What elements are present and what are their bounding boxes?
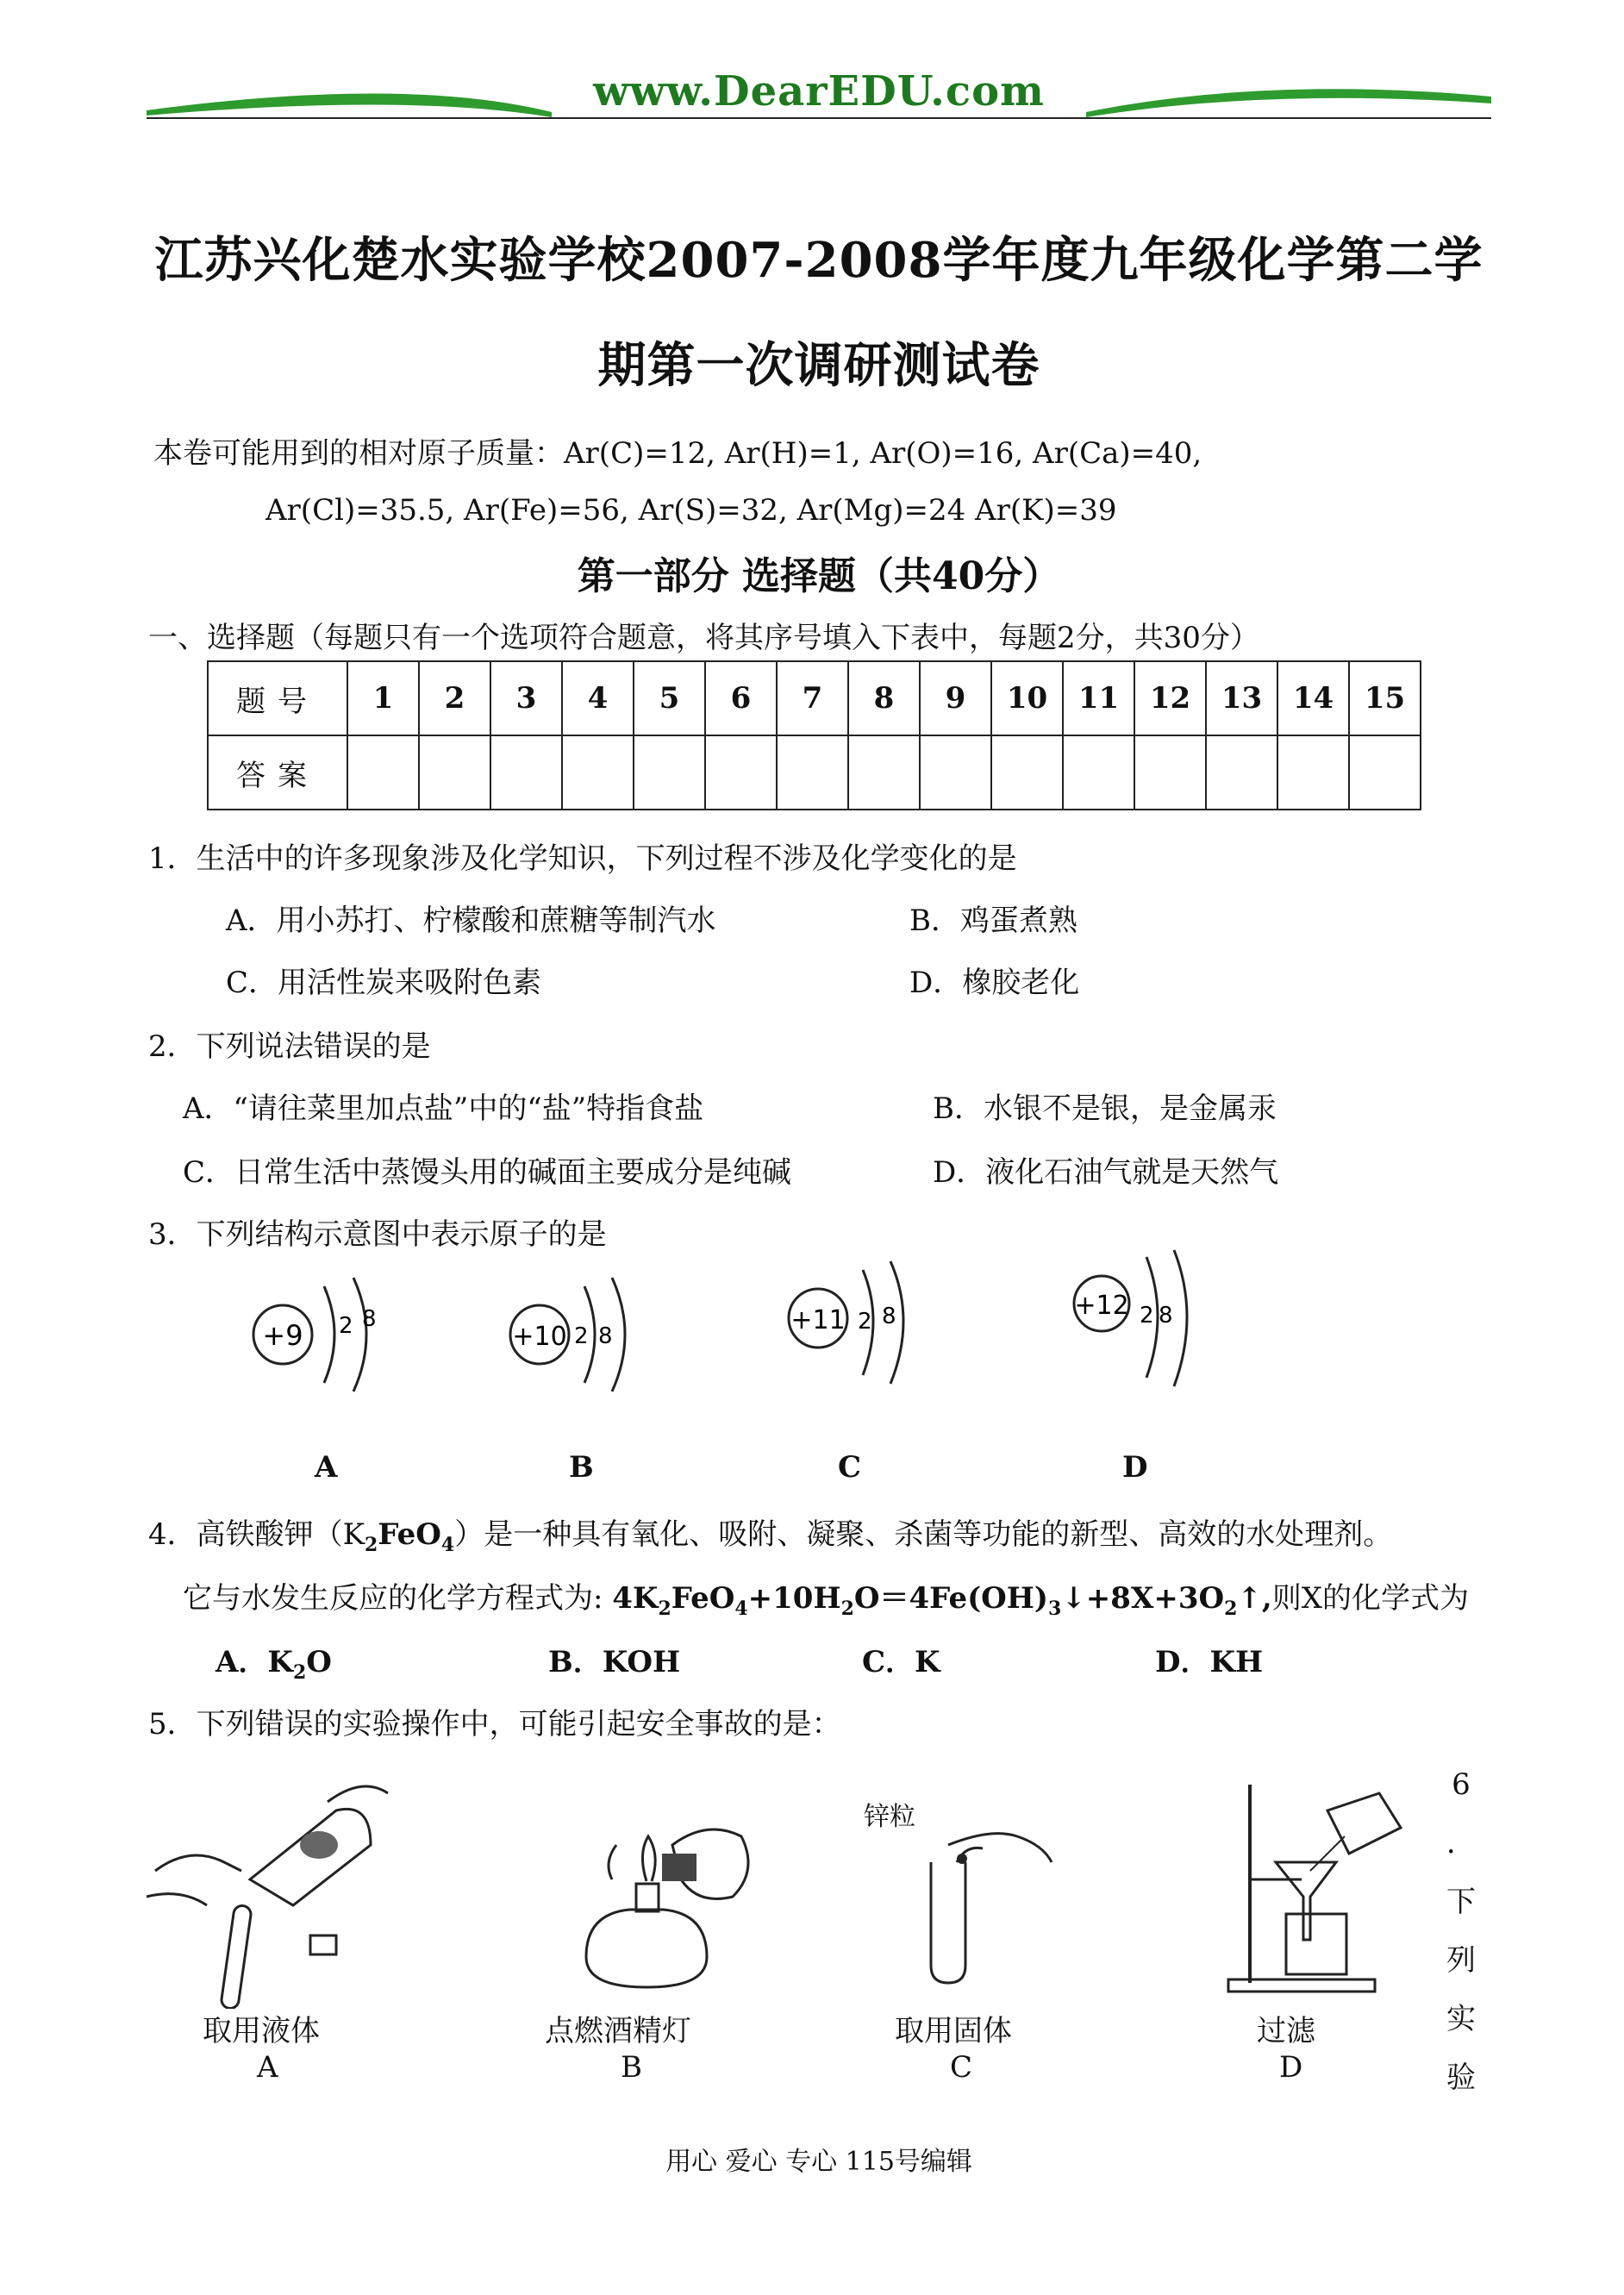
electron-count: 2 — [339, 1313, 353, 1339]
diagram-label-d: D — [1122, 1450, 1148, 1485]
diagram-label-b: B — [569, 1450, 594, 1485]
section-one-instruction: 一、选择题（每题只有一个选项符合题意，将其序号填入下表中，每题2分，共30分） — [148, 621, 1259, 655]
lab-label-b: B — [621, 2050, 642, 2085]
page-footer: 用心 爱心 专心 115号编辑 — [665, 2147, 972, 2177]
lab-caption-a: 取用液体 — [203, 2014, 320, 2048]
question-3-stem: 3．下列结构示意图中表示原子的是 — [148, 1217, 607, 1252]
table-row — [208, 735, 1421, 810]
answer-cell[interactable] — [848, 735, 920, 810]
question-2-stem: 2．下列说法错误的是 — [148, 1029, 431, 1064]
question-2-option-d: D．液化石油气就是天然气 — [933, 1155, 1279, 1190]
table-number-cell: 7 — [777, 661, 848, 735]
table-number-cell: 11 — [1063, 661, 1134, 735]
answer-cell[interactable] — [562, 735, 634, 810]
electron-count: 2 — [858, 1309, 872, 1335]
answer-cell[interactable] — [490, 735, 562, 810]
electron-count: 2 — [1140, 1303, 1154, 1329]
table-number-cell: 6 — [705, 661, 777, 735]
part-one-title: 第一部分 选择题（共40分） — [577, 554, 1061, 598]
answer-cell[interactable] — [1206, 735, 1277, 810]
question-4-option-a: A．$K_2O$ — [215, 1645, 332, 1684]
table-number-cell: 15 — [1349, 661, 1421, 735]
answer-cell[interactable] — [347, 735, 419, 810]
question-4-equation-line: 它与水发生反应的化学方程式为: $4K_2FeO_4+10H_2O=4Fe(OH)_3↓+8X+3O_2↑$,则X的化学式为 — [183, 1581, 1469, 1620]
table-header-number: 题号 — [208, 661, 347, 735]
title-line-2: 期第一次调研测试卷 — [597, 337, 1040, 394]
atom-nucleus-charge: +9 — [262, 1319, 303, 1352]
zinc-granule-annotation: 锌粒 — [864, 1802, 915, 1832]
question-2-option-b: B．水银不是银，是金属汞 — [933, 1091, 1277, 1126]
electron-count: 8 — [882, 1304, 896, 1329]
table-number-cell: 12 — [1134, 661, 1206, 735]
electron-count: 8 — [1159, 1303, 1173, 1329]
table-number-cell: 13 — [1206, 661, 1277, 735]
lab-caption-b: 点燃酒精灯 — [545, 2014, 691, 2048]
atom-diagram-b — [498, 1267, 653, 1397]
table-number-cell: 14 — [1277, 661, 1349, 735]
answer-table — [207, 660, 1421, 810]
table-number-cell: 2 — [419, 661, 490, 735]
atom-nucleus-charge: +10 — [512, 1322, 567, 1352]
page-header — [147, 67, 1491, 128]
question-4-option-b: B．KOH — [548, 1645, 681, 1679]
table-number-cell: 5 — [634, 661, 705, 735]
question-4-stem: 4．高铁酸钾$(K_2FeO_4)$是一种具有氧化、吸附、凝聚、杀菌等功能的新型、高效的水处理剂。 — [148, 1517, 1393, 1556]
question-2-option-c: C．日常生活中蒸馒头用的碱面主要成分是纯碱 — [183, 1155, 792, 1190]
table-row — [208, 661, 1421, 735]
pour-liquid-illustration-icon — [138, 1776, 397, 2009]
answer-cell[interactable] — [1277, 735, 1349, 810]
answer-cell[interactable] — [634, 735, 705, 810]
atom-diagram-d — [1067, 1248, 1222, 1395]
table-number-cell: 9 — [920, 661, 991, 735]
diagram-label-c: C — [838, 1450, 862, 1485]
atom-diagram-c — [780, 1254, 935, 1392]
electron-count: 8 — [598, 1323, 613, 1349]
question-4-option-d: D．KH — [1155, 1645, 1264, 1679]
answer-cell[interactable] — [920, 735, 991, 810]
question-4-option-c: C．K — [862, 1645, 940, 1679]
answer-cell[interactable] — [991, 735, 1063, 810]
atomic-masses-line-2: Ar(Cl)=35.5, Ar(Fe)=56, Ar(S)=32, Ar(Mg)=24 Ar(K)=39 — [265, 493, 1117, 528]
table-header-answer: 答案 — [208, 735, 347, 810]
table-number-cell: 1 — [347, 661, 419, 735]
site-logo-text: www.DearEDU.com — [593, 67, 1045, 116]
answer-cell[interactable] — [1349, 735, 1421, 810]
answer-cell[interactable] — [419, 735, 490, 810]
title-line-1: 江苏兴化楚水实验学校2007-2008学年度九年级化学第二学 — [154, 232, 1483, 289]
lab-label-a: A — [257, 2050, 278, 2085]
answer-cell[interactable] — [1134, 735, 1206, 810]
lab-label-c: C — [950, 2050, 973, 2085]
table-number-cell: 8 — [848, 661, 920, 735]
lab-caption-d: 过滤 — [1257, 2014, 1315, 2048]
header-rule — [147, 117, 1491, 119]
electron-count: 8 — [362, 1306, 377, 1332]
question-1-stem: 1．生活中的许多现象涉及化学知识，下列过程不涉及化学变化的是 — [148, 841, 1017, 876]
atom-nucleus-charge: +11 — [790, 1305, 846, 1335]
question-1-option-b: B．鸡蛋煮熟 — [909, 904, 1077, 938]
answer-cell[interactable] — [705, 735, 777, 810]
question-6-vertical-text: 6 ． 下 列 实 验 — [1446, 1767, 1476, 2095]
electron-count: 2 — [574, 1323, 589, 1349]
chemical-equation: $4K_2FeO_4+10H_2O=4Fe(OH)_3↓+8X+3O_2↑$, — [612, 1581, 1272, 1620]
question-1-option-c: C．用活性炭来吸附色素 — [226, 966, 542, 1000]
answer-cell[interactable] — [1063, 735, 1134, 810]
question-1-option-a: A．用小苏打、柠檬酸和蔗糖等制汽水 — [226, 904, 716, 938]
question-5-stem: 5．下列错误的实验操作中，可能引起安全事故的是： — [148, 1707, 841, 1742]
lab-label-d: D — [1279, 2050, 1303, 2085]
table-number-cell: 10 — [991, 661, 1063, 735]
lab-caption-c: 取用固体 — [895, 2014, 1012, 2048]
answer-cell[interactable] — [777, 735, 848, 810]
table-number-cell: 3 — [490, 661, 562, 735]
atom-nucleus-charge: +12 — [1074, 1291, 1129, 1321]
atomic-masses-line-1: 本卷可能用到的相对原子质量：Ar(C)=12, Ar(H)=1, Ar(O)=16, Ar(Ca)=40, — [153, 436, 1202, 471]
table-number-cell: 4 — [562, 661, 634, 735]
filtration-illustration-icon — [1224, 1776, 1422, 2000]
question-2-option-a: A．“请往菜里加点盐”中的“盐”特指食盐 — [183, 1091, 704, 1126]
question-1-option-d: D．橡胶老化 — [909, 966, 1080, 1000]
diagram-label-a: A — [315, 1450, 338, 1485]
lighting-alcohol-lamp-illustration-icon — [569, 1802, 767, 2009]
atom-diagram-a — [241, 1267, 397, 1397]
